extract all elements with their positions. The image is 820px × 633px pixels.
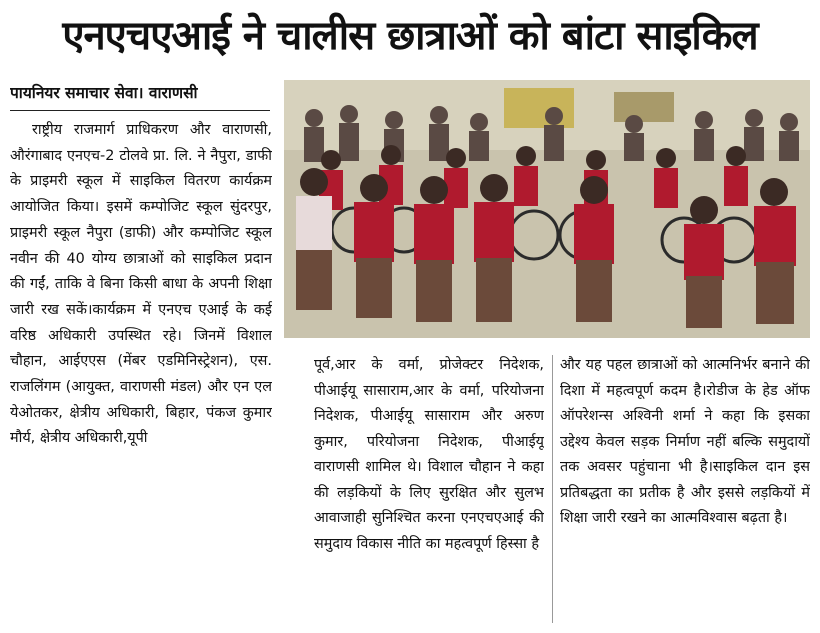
article-paragraph-3: और यह पहल छात्राओं को आत्मनिर्भर बनाने की दिशा में महत्वपूर्ण कदम है।रोडीज के हेड ऑफ ऑपरेशन्स अश्विनी शर्मा ने कहा कि इसका उद्देश्य केवल सड़क निर्माण नहीं बल्कि समुदायों तक अवसर पहुंचाना भी है।साइकिल दान इस प्रतिबद्धता का प्रतीक है और इससे लड़कियों में शिक्षा जारी रखने का आत्मविश्वास बढ़ता है। <box>560 357 810 526</box>
byline-rule <box>10 110 270 111</box>
photo-illustration <box>284 80 810 338</box>
photo-banner <box>504 88 574 128</box>
article-column-1 <box>10 118 272 630</box>
article-paragraph-2: पूर्व,आर के वर्मा, प्रोजेक्टर निदेशक, पीआईयू सासाराम,आर के वर्मा, परियोजना निदेशक, पीआईयू सासाराम और अरुण कुमार, परियोजना निदेशक, पीआईयू वाराणसी शामिल थे। विशाल चौहान ने कहा की लड़कियों के लिए सुरक्षित और सुलभ आवाजाही सुनिश्चित करना एनएचएआई की समुदाय विकास नीति का महत्वपूर्ण हिस्सा है <box>314 357 544 552</box>
news-photo <box>284 80 810 338</box>
photo-window <box>614 92 674 122</box>
column-divider <box>552 355 553 623</box>
article-paragraph-1: राष्ट्रीय राजमार्ग प्राधिकरण और वाराणसी, औरंगाबाद एनएच-2 टोलवे प्रा. लि. ने नैपुरा, डाफी के प्राइमरी स्कूल में साइकिल वितरण कार्यक्रम आयोजित किया। इसमें कम्पोजिट स्कूल सुंदरपुर, प्राइमरी स्कूल नैपुरा (डाफी) और कम्पोजिट स्कूल नवीन की 40 योग्य छात्राओं को साइकिल प्रदान की गईं, ताकि वे बिना किसी बाधा के अपनी शिक्षा जारी रख सकें।कार्यक्रम में एनएच एआई के कई वरिष्ठ अधिकारी उपस्थित रहे। जिनमें विशाल चौहान, आईएएस (मेंबर एडमिनिस्ट्रेशन), एस. राजलिंगम (आयुक्त, वाराणसी मंडल) और एन एल येओतकर, क्षेत्रीय अधिकारी, बिहार, पंकज कुमार मौर्य, क्षेत्रीय अधिकारी,यूपी <box>10 122 272 447</box>
headline: एनएचएआई ने चालीस छात्राओं को बांटा साइकिल <box>62 13 758 59</box>
article-column-2 <box>314 353 544 631</box>
byline: पायनियर समाचार सेवा। वाराणसी <box>10 84 198 102</box>
article-column-3 <box>560 353 810 631</box>
